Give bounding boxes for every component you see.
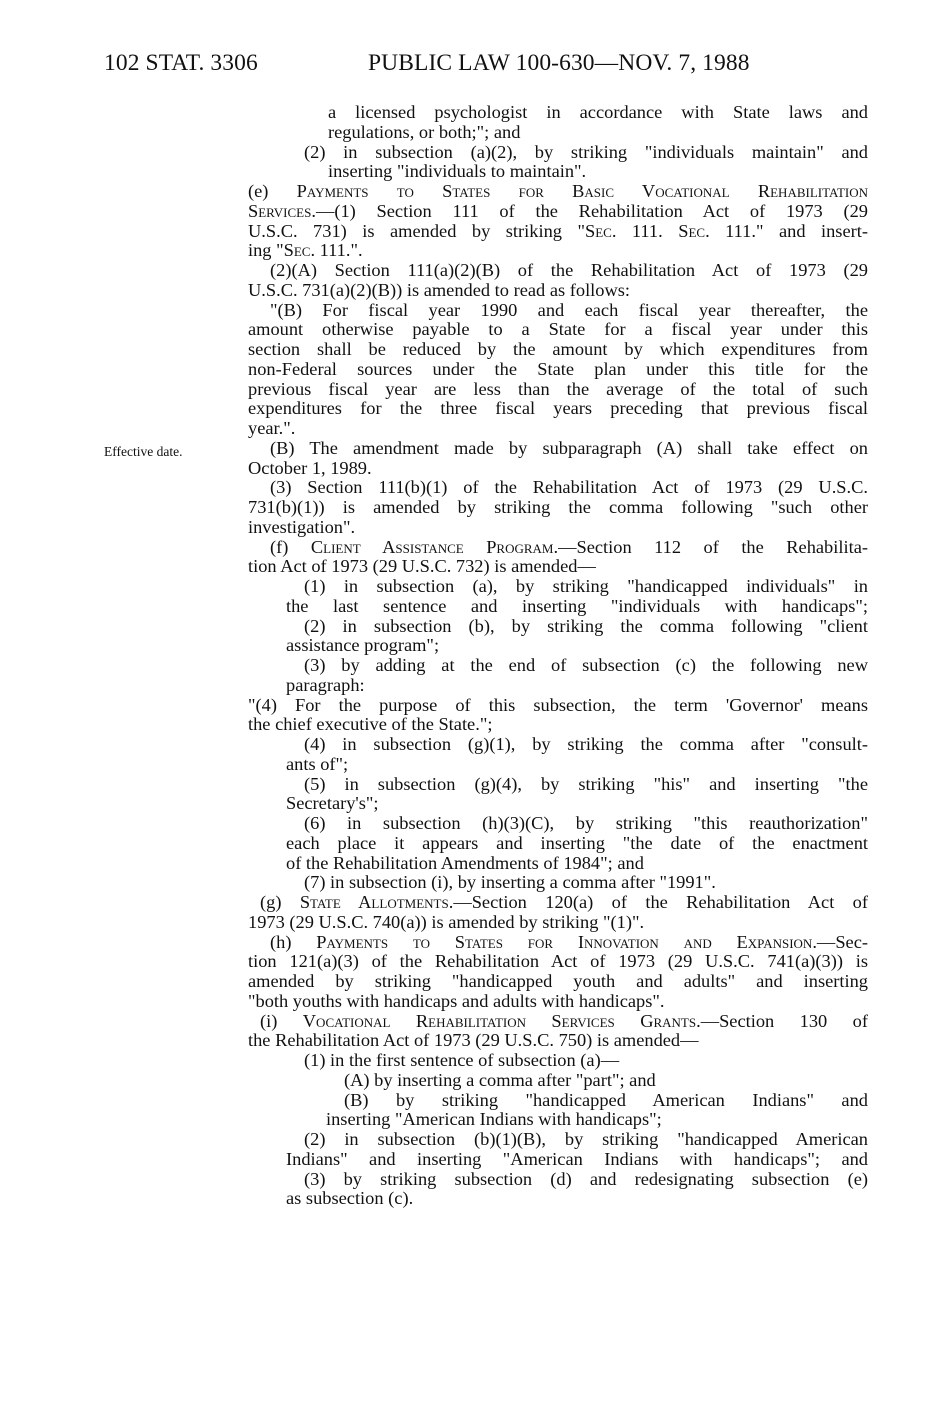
text-run: . 111.". bbox=[310, 240, 363, 261]
text-line: investigation". bbox=[248, 516, 356, 537]
small-caps-heading: Payments to States for Basic Vocational Rehabilitation bbox=[296, 181, 868, 201]
text-line: (A) by inserting a comma after "part"; and bbox=[344, 1069, 656, 1090]
text-line: inserting "individuals to maintain". bbox=[328, 161, 587, 182]
page-number-header: 102 STAT. 3306 bbox=[104, 50, 258, 76]
text-run: (i) bbox=[260, 1010, 303, 1031]
text-line: 1973 (29 U.S.C. 740(a)) is amended by striking "(1)". bbox=[248, 911, 645, 932]
text-line: of the Rehabilitation Amendments of 1984"; and bbox=[286, 852, 644, 873]
text-line: Secretary's"; bbox=[286, 793, 379, 814]
text-line: amended by striking "handicapped youth and adults" and inserting bbox=[248, 971, 868, 991]
text-line: year.". bbox=[248, 418, 296, 438]
small-caps-heading: State Allotments bbox=[299, 892, 449, 912]
text-line: (2) in subsection (b), by striking the comma following "client bbox=[304, 615, 868, 636]
text-run: ing " bbox=[248, 240, 284, 261]
text-line: U.S.C. 731(a)(2)(B)) is amended to read as follows: bbox=[248, 279, 631, 300]
text-line: the chief executive of the State."; bbox=[248, 714, 493, 735]
text-run: (g) bbox=[260, 892, 300, 912]
text-line: expenditures for the three fiscal years preceding that previous fiscal bbox=[248, 398, 868, 419]
text-run: U.S.C. 731) is amended by striking " bbox=[248, 220, 585, 241]
text-line: (1) in subsection (a), by striking "handicapped individuals" in bbox=[304, 576, 868, 596]
text-run: .—Sec- bbox=[812, 931, 868, 952]
text-line: (4) in subsection (g)(1), by striking the comma after "consult- bbox=[304, 734, 868, 754]
text-run: . 111." and insert- bbox=[705, 220, 868, 241]
text-run: .—(1) Section 111 of the Rehabilitation Act of 1973 (29 bbox=[311, 200, 868, 221]
text-line: amount otherwise payable to a State for a fiscal year under this bbox=[248, 319, 868, 340]
small-caps-heading: Sec bbox=[283, 240, 311, 261]
text-line: (7) in subsection (i), by inserting a comma after "1991". bbox=[304, 872, 716, 893]
text-line: tion 121(a)(3) of the Rehabilitation Act of 1973 (29 U.S.C. 741(a)(3)) is bbox=[248, 951, 868, 972]
text-line: (3) by striking subsection (d) and redesignating subsection (e) bbox=[304, 1168, 868, 1189]
text-line bbox=[248, 222, 868, 242]
margin-note-effective-date: Effective date. bbox=[104, 444, 183, 459]
text-line: the Rehabilitation Act of 1973 (29 U.S.C. 750) is amended— bbox=[248, 1030, 699, 1051]
text-line: (6) in subsection (h)(3)(C), by striking "this reauthorization" bbox=[304, 813, 868, 833]
text-line bbox=[248, 241, 412, 261]
text-line: (B) The amendment made by subparagraph (A) shall take effect on bbox=[270, 437, 868, 458]
text-run: .—Section 112 of the Rehabilita- bbox=[553, 536, 868, 557]
small-caps-heading: Vocational Rehabilitation Services Grants bbox=[302, 1010, 697, 1031]
text-run: .—Section 120(a) of the Rehabilitation Act of bbox=[448, 892, 869, 912]
text-line: (5) in subsection (g)(4), by striking "his" and inserting "the bbox=[304, 773, 868, 794]
text-line: a licensed psychologist in accordance with State laws and bbox=[328, 102, 868, 122]
text-run: (e) bbox=[248, 181, 297, 201]
text-line: (3) by adding at the end of subsection (c) the following new bbox=[304, 655, 868, 675]
text-line: regulations, or both;"; and bbox=[328, 121, 521, 142]
text-line: each place it appears and inserting "the date of the enactment bbox=[286, 832, 868, 853]
running-title-header: PUBLIC LAW 100-630—NOV. 7, 1988 bbox=[368, 50, 750, 76]
text-line: "(B) For fiscal year 1990 and each fiscal year thereafter, the bbox=[270, 299, 868, 320]
text-line: (2)(A) Section 111(a)(2)(B) of the Rehabilitation Act of 1973 (29 bbox=[270, 260, 868, 280]
text-line: October 1, 1989. bbox=[248, 457, 372, 478]
text-line: tion Act of 1973 (29 U.S.C. 732) is amended— bbox=[248, 556, 596, 577]
text-line: section shall be reduced by the amount by which expenditures from bbox=[248, 339, 868, 359]
text-line bbox=[270, 538, 868, 558]
text-line: "(4) For the purpose of this subsection, the term 'Governor' means bbox=[248, 694, 868, 715]
text-line: the last sentence and inserting "individuals with handicaps"; bbox=[286, 595, 868, 616]
text-line: ants of"; bbox=[286, 753, 349, 774]
text-line: (2) in subsection (a)(2), by striking "individuals maintain" and bbox=[304, 141, 868, 162]
text-line: paragraph: bbox=[286, 674, 365, 695]
text-run: (h) bbox=[270, 931, 317, 952]
small-caps-heading: Sec bbox=[678, 220, 706, 241]
body-text bbox=[0, 103, 946, 1209]
text-run: . 111. bbox=[611, 220, 679, 241]
text-line bbox=[270, 933, 868, 953]
text-line: (2) in subsection (b)(1)(B), by striking "handicapped American bbox=[304, 1129, 868, 1149]
text-line: inserting "American Indians with handicaps"; bbox=[326, 1109, 662, 1130]
text-run: .—Section 130 of bbox=[696, 1010, 868, 1031]
text-line: (1) in the first sentence of subsection (a)— bbox=[304, 1050, 620, 1070]
text-line: (3) Section 111(b)(1) of the Rehabilitation Act of 1973 (29 U.S.C. bbox=[270, 477, 868, 498]
text-line bbox=[248, 182, 868, 202]
small-caps-heading: Sec bbox=[584, 220, 612, 241]
text-line: non-Federal sources under the State plan under this title for the bbox=[248, 358, 868, 379]
text-line: "both youths with handicaps and adults with handicaps". bbox=[248, 990, 665, 1011]
text-line: Indians" and inserting "American Indians with handicaps"; and bbox=[286, 1148, 868, 1169]
text-run: (f) bbox=[270, 536, 311, 557]
text-line: (B) by striking "handicapped American Indians" and bbox=[344, 1089, 868, 1110]
text-line bbox=[260, 893, 868, 913]
text-line: as subsection (c). bbox=[286, 1188, 414, 1209]
small-caps-heading: Payments to States for Innovation and Expansion bbox=[316, 931, 813, 952]
text-line: 731(b)(1)) is amended by striking the comma following "such other bbox=[248, 497, 868, 517]
text-line bbox=[260, 1012, 868, 1032]
small-caps-heading: Services bbox=[248, 200, 312, 221]
text-line: previous fiscal year are less than the average of the total of such bbox=[248, 378, 868, 399]
small-caps-heading: Client Assistance Program bbox=[310, 536, 554, 557]
text-line bbox=[248, 202, 868, 222]
text-line: assistance program"; bbox=[286, 635, 440, 656]
